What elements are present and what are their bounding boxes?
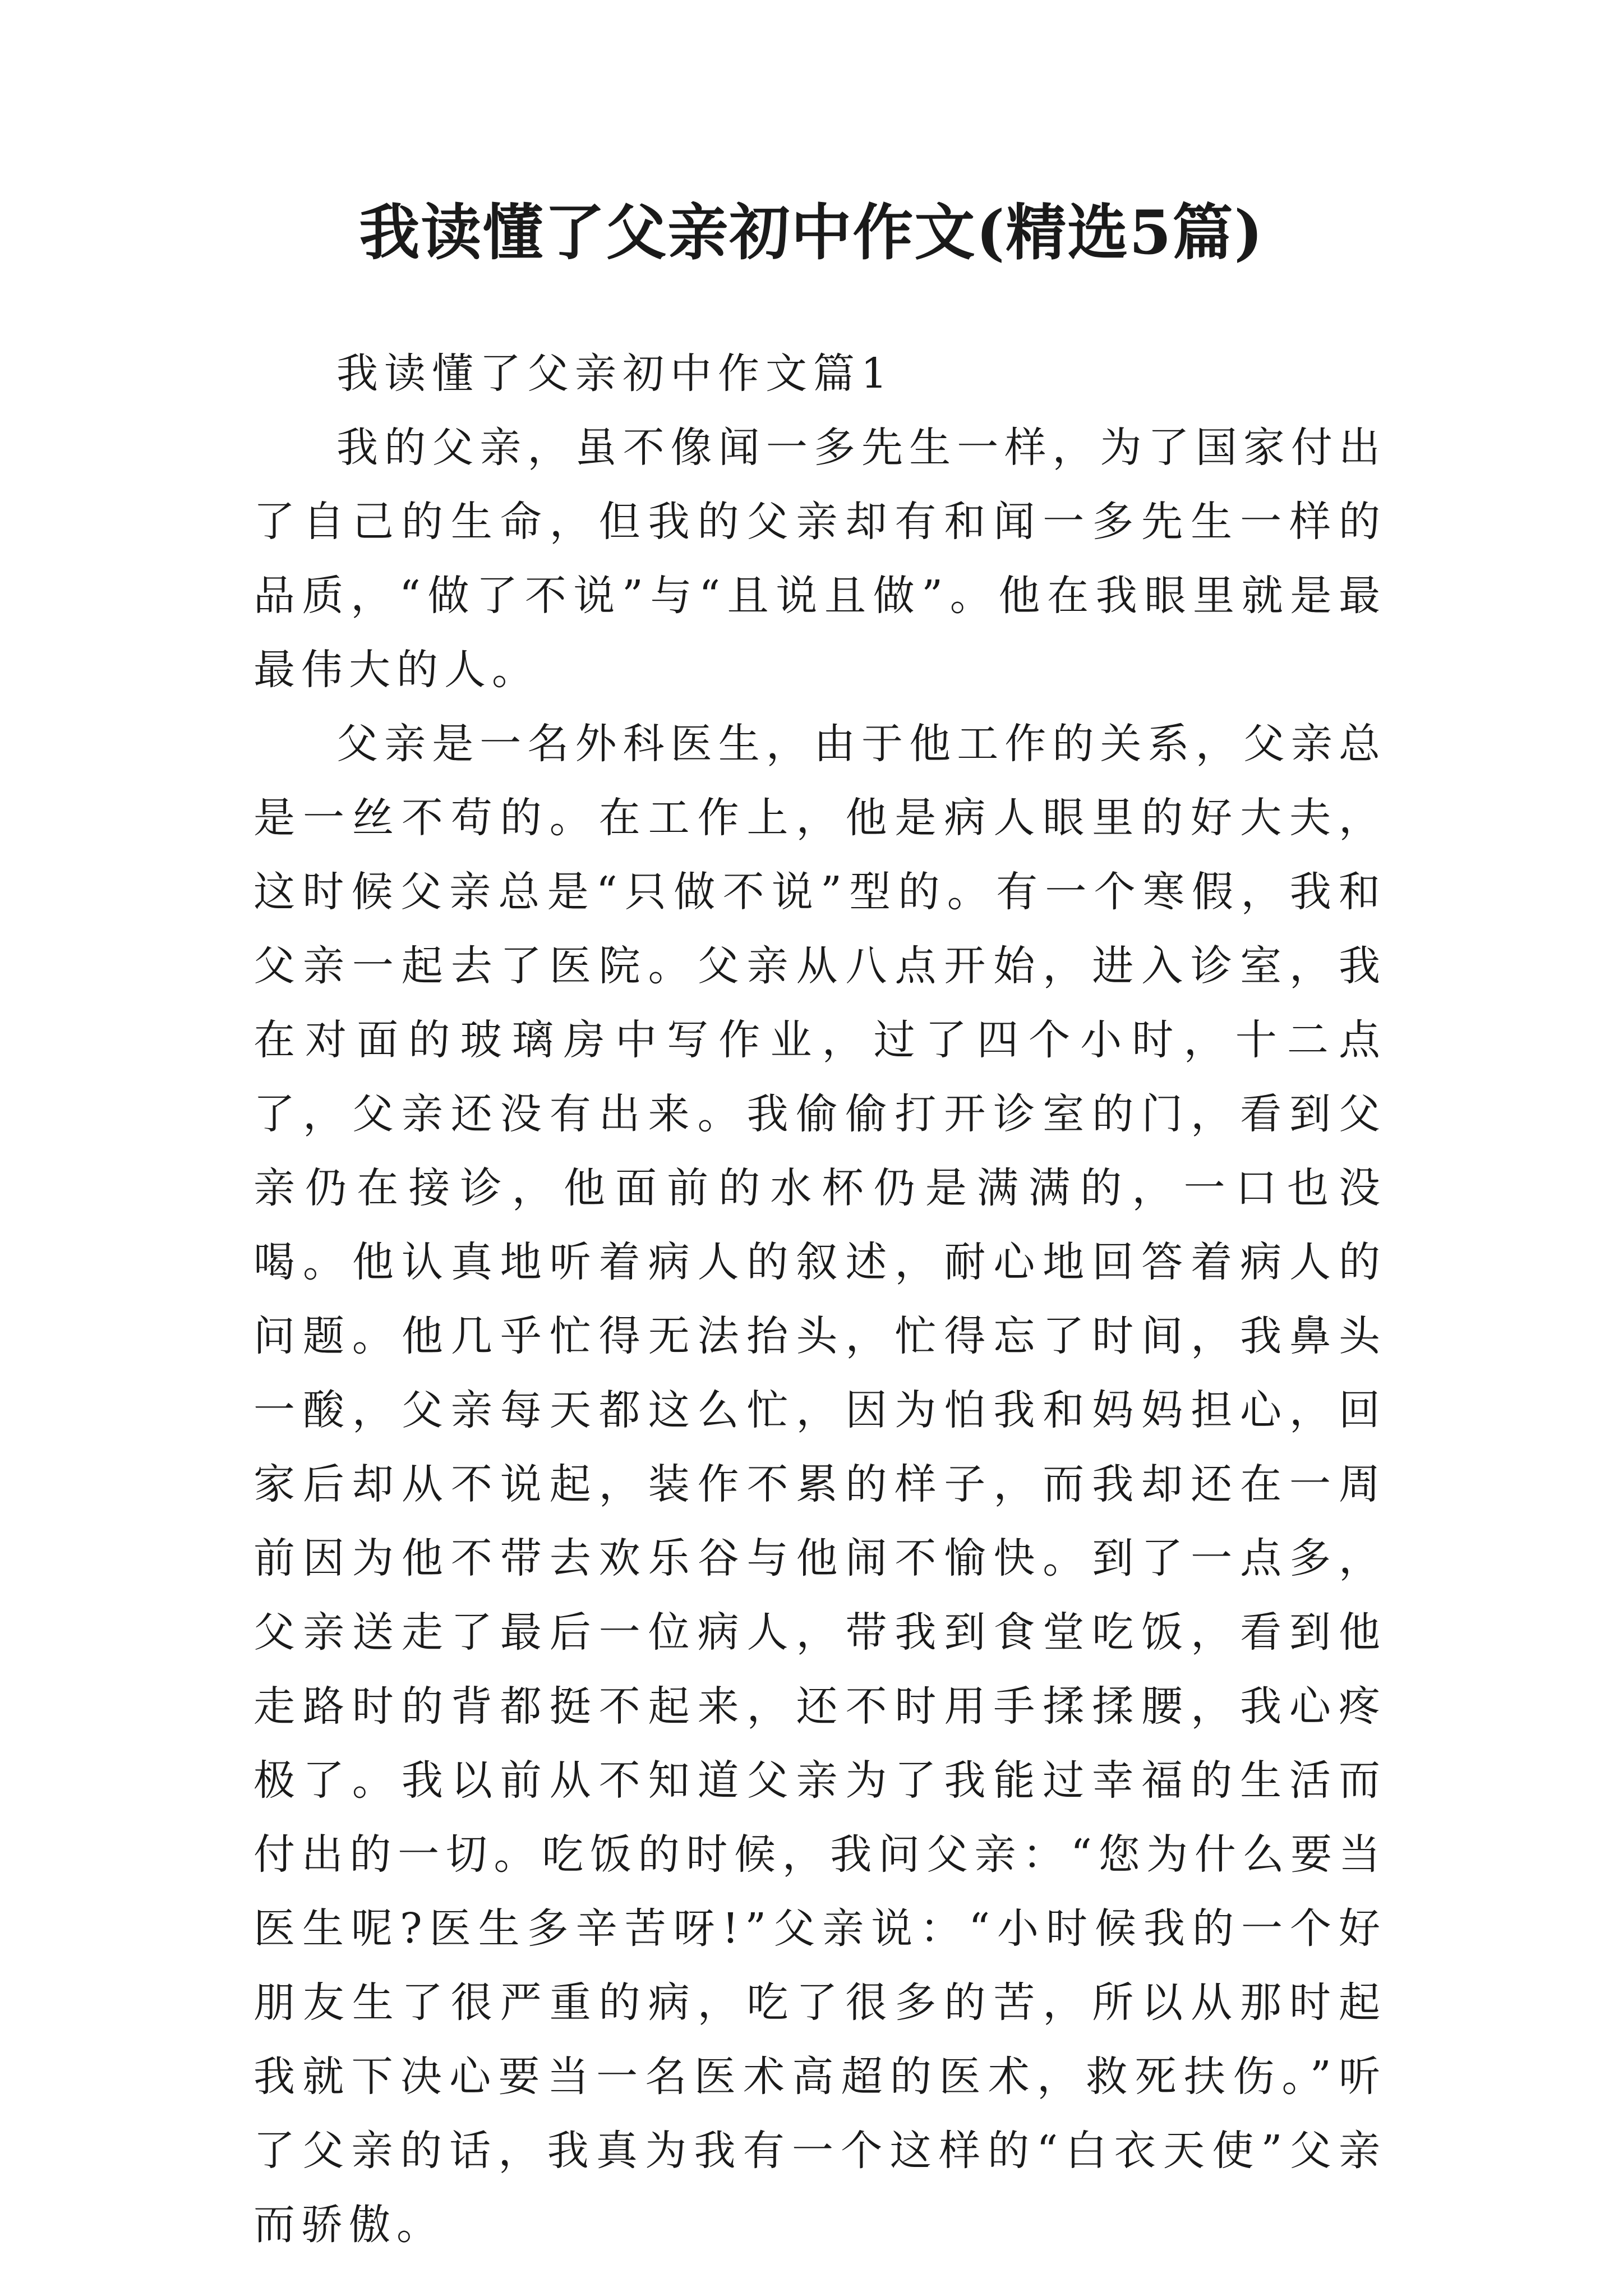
paragraph-2: 父亲是一名外科医生，由于他工作的关系，父亲总是一丝不苟的。在工作上，他是病人眼里的好大夫，这时候父亲总是“只做不说”型的。有一个寒假，我和父亲一起去了医院。父亲从八点开始，进入诊室，我在对面的玻璃房中写作业，过了四个小时，十二点了，父亲还没有出来。我偷偷打开诊室的门，看到父亲仍在接诊，他面前的水杯仍是满满的，一口也没喝。他认真地听着病人的叙述，耐心地回答着病人的问题。他几乎忙得无法抬头，忙得忘了时间，我鼻头一酸，父亲每天都这么忙，因为怕我和妈妈担心，回家后却从不说起，装作不累的样子，而我却还在一周前因为他不带去欢乐谷与他闹不愉快。到了一点多，父亲送走了最后一位病人，带我到食堂吃饭，看到他走路时的背都挺不起来，还不时用手揉揉腰，我心疼极了。我以前从不知道父亲为了我能过幸福的生活而付出的一切。吃饭的时候，我问父亲：“您为什么要当医生呢?医生多辛苦呀!”父亲说：“小时候我的一个好朋友生了很严重的病，吃了很多的苦，所以从那时起我就下决心要当一名医术高超的医术，救死扶伤。”听了父亲的话，我真为我有一个这样的“白衣天使”父亲而骄傲。	[253, 720, 1386, 2249]
document-body	[253, 337, 1386, 2262]
document-title: 我读懂了父亲初中作文(精选5篇)	[359, 197, 1264, 268]
section-heading: 我读懂了父亲初中作文篇1	[336, 349, 894, 398]
paragraph-1: 我的父亲，虽不像闻一多先生一样，为了国家付出了自己的生命，但我的父亲却有和闻一多先生一样的品质，“做了不说”与“且说且做”。他在我眼里就是最最伟大的人。	[253, 424, 1386, 694]
